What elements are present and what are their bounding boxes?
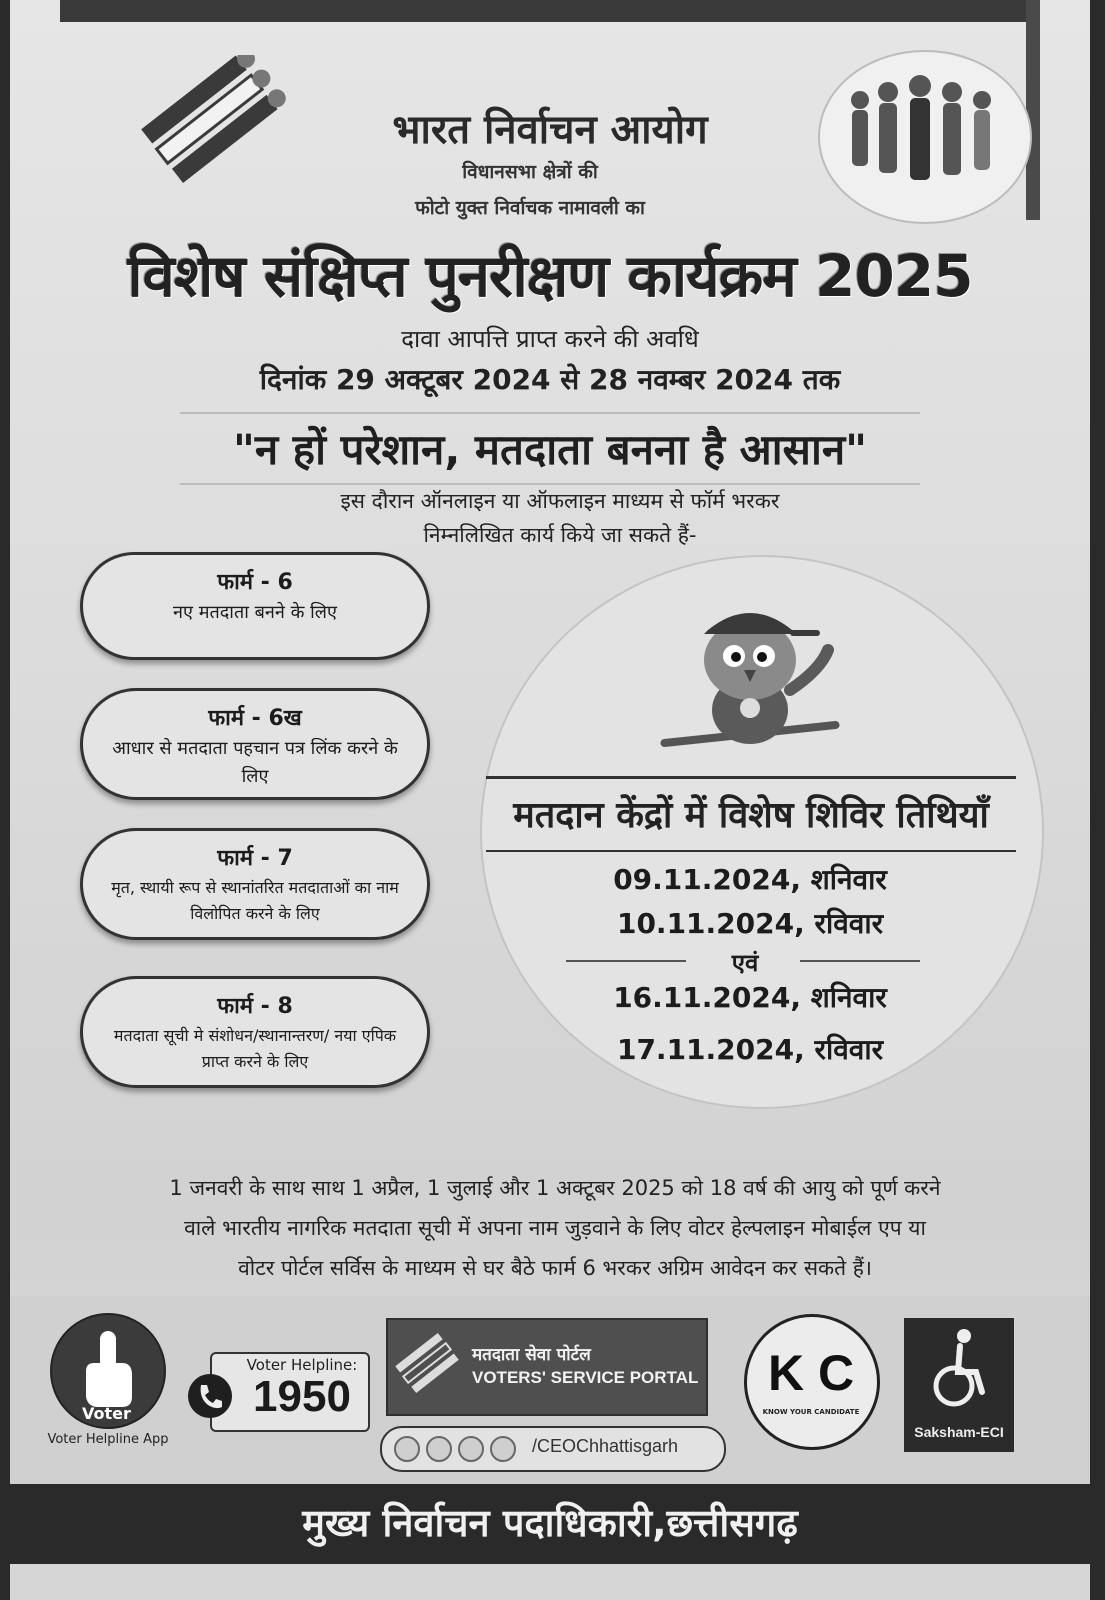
phone-icon: [186, 1372, 234, 1420]
period-dates: दिनांक 29 अक्टूबर 2024 से 28 नवम्बर 2024 तक: [259, 363, 841, 396]
sub-line-1: विधानसभा क्षेत्रों की: [462, 161, 598, 183]
divider-right: [800, 960, 920, 962]
camp-title: मतदान केंद्रों में विशेष शिविर तिथियाँ: [486, 776, 1016, 852]
period-label: दावा आपत्ति प्राप्त करने की अवधि: [401, 325, 699, 353]
x-icon[interactable]: [394, 1436, 420, 1462]
saksham-label: Saksham-ECI: [914, 1424, 1004, 1440]
poster-sheet: [10, 0, 1090, 1600]
notice-line-3: वोटर पोर्टल सर्विस के माध्यम से घर बैठे फार्म 6 भरकर अग्रिम आवेदन कर सकते हैं।: [238, 1256, 872, 1280]
people-group-icon: [820, 52, 1030, 222]
app-word: Voter: [82, 1404, 131, 1423]
form-6kh-card: [80, 688, 430, 800]
helpline-number: 1950: [253, 1372, 351, 1421]
bottom-margin: [10, 1564, 1090, 1600]
form-name: फार्म - 7: [217, 846, 293, 871]
form-desc: आधार से मतदाता पहचान पत्र लिंक करने के लिए: [112, 738, 398, 787]
form-desc: मतदाता सूची मे संशोधन/स्थानान्तरण/ नया एपिक प्राप्त करने के लिए: [113, 1026, 397, 1071]
top-band: [60, 0, 1040, 22]
kyc-letters: K C: [767, 1345, 855, 1401]
org-name: भारत निर्वाचन आयोग: [392, 106, 708, 153]
camp-date-3: 16.11.2024, शनिवार: [613, 981, 887, 1014]
bird-mascot-icon: [650, 590, 850, 780]
notice-line-2: वाले भारतीय नागरिक मतदाता सूची में अपना नाम जुड़वाने के लिए वोटर हेल्पलाइन मोबाईल एप या: [184, 1216, 926, 1240]
instagram-icon[interactable]: [426, 1436, 452, 1462]
slogan: "न हों परेशान, मतदाता बनना है आसान": [180, 412, 920, 485]
form-8-card: [80, 976, 430, 1088]
portal-title-english: VOTERS' SERVICE PORTAL: [472, 1368, 699, 1387]
sub-line-2: फोटो युक्त निर्वाचक नामावली का: [415, 197, 645, 219]
notice-line-1: 1 जनवरी के साथ साथ 1 अप्रैल, 1 जुलाई और 1 अक्टूबर 2025 को 18 वर्ष की आयु को पूर्ण करने: [169, 1176, 941, 1200]
intro-text: [210, 484, 910, 552]
camp-date-4: 17.11.2024, रविवार: [616, 1033, 884, 1066]
issuing-authority: मुख्य निर्वाचन पदाधिकारी,छत्तीसगढ़: [302, 1501, 798, 1545]
facebook-icon[interactable]: [458, 1436, 484, 1462]
helpline-label: Voter Helpline:: [246, 1356, 358, 1374]
form-7-card: [80, 828, 430, 940]
eci-logo-icon: [130, 55, 290, 185]
form-name: फार्म - 6: [217, 570, 293, 595]
divider-left: [566, 960, 686, 962]
social-handle: /CEOChhattisgarh: [532, 1436, 679, 1456]
portal-title-hindi: मतदाता सेवा पोर्टल: [472, 1345, 591, 1365]
voters-illustration: [818, 50, 1032, 224]
intro-line-2: निम्नलिखित कार्य किये जा सकते हैं-: [423, 523, 697, 547]
eci-ballot-icon: [394, 1330, 460, 1396]
camp-date-1: 09.11.2024, शनिवार: [613, 863, 887, 896]
form-name: फार्म - 6ख: [208, 706, 302, 731]
app-label: Voter Helpline App: [47, 1432, 169, 1447]
main-title: विशेष संक्षिप्त पुनरीक्षण कार्यक्रम 2025: [127, 242, 973, 310]
form-desc: नए मतदाता बनने के लिए: [173, 602, 337, 623]
notice-paragraph: [50, 1168, 1060, 1288]
youtube-icon[interactable]: [490, 1436, 516, 1462]
wheelchair-icon: [928, 1326, 990, 1416]
intro-line-1: इस दौरान ऑनलाइन या ऑफलाइन माध्यम से फॉर्म भरकर: [340, 489, 780, 513]
form-name: फार्म - 8: [217, 994, 293, 1019]
and-word: एवं: [731, 949, 759, 977]
form-desc: मृत, स्थायी रूप से स्थानांतरित मतदाताओं का नाम विलोपित करने के लिए: [111, 878, 399, 923]
form-6-card: [80, 552, 430, 660]
camp-date-2: 10.11.2024, रविवार: [616, 907, 884, 940]
kyc-tagline: KNOW YOUR CANDIDATE: [762, 1408, 860, 1416]
